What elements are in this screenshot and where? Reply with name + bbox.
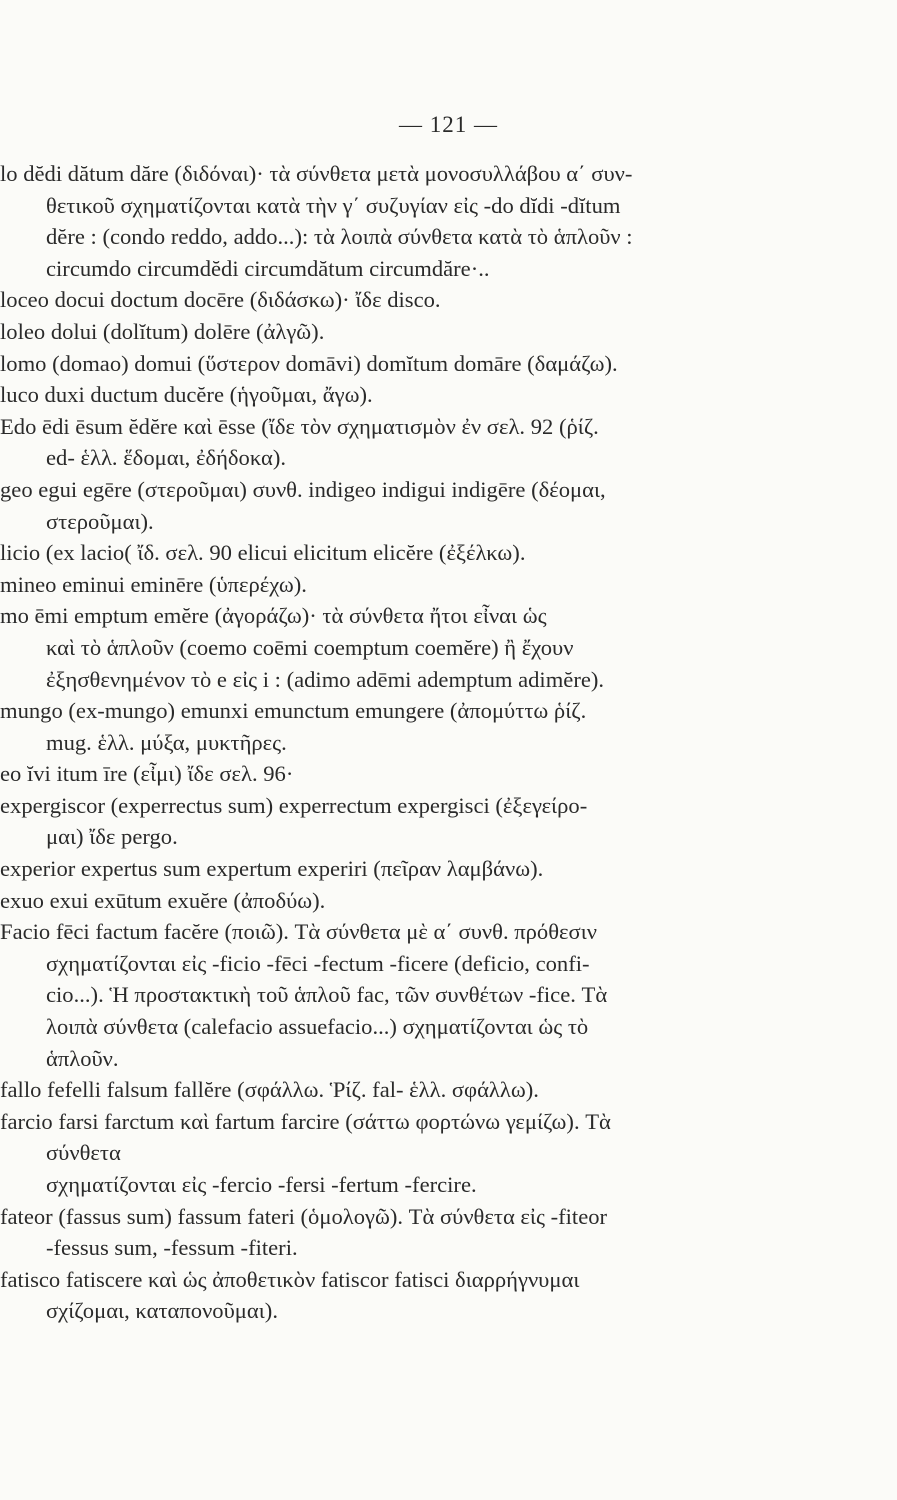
dictionary-entries xyxy=(0,158,890,1327)
entry-line: luco duxi ductum ducĕre (ἡγοῦμαι, ἄγω). xyxy=(0,382,373,408)
entry-continuation-line: circumdo circumdĕdi circumdătum circumdăre·.. xyxy=(46,255,490,281)
entry-line: mineo eminui eminēre (ὑπερέχω). xyxy=(0,571,307,597)
entry-continuation-line: ἐξησθενημένον τὸ e εἰς i : (adimo adēmi ademptum adimĕre). xyxy=(46,666,605,692)
entry-line: expergiscor (experrectus sum) experrectum expergisci (ἐξεγείρο- xyxy=(0,792,588,818)
entry-continuation-line: καὶ τὸ ἁπλοῦν (coemo coēmi coemptum coemĕre) ἢ ἔχουν xyxy=(46,634,574,660)
entry-line: eo ĭvi itum īre (εἶμι) ἴδε σελ. 96· xyxy=(0,761,294,787)
page-number: — 121 — xyxy=(399,112,498,137)
entry-line: lomo (domao) domui (ὕστερον domāvi) domĭtum domāre (δαμάζω). xyxy=(0,350,618,376)
entry-continuation-line: ἁπλοῦν. xyxy=(46,1045,119,1071)
entry-line: loceo docui doctum docēre (διδάσκω)· ἴδε disco. xyxy=(0,287,441,313)
entry-continuation-line: -fessus sum, -fessum -fiteri. xyxy=(46,1235,298,1261)
entry-continuation-line: θετικοῦ σχηματίζονται κατὰ τὴν γ΄ συζυγίαν εἰς -do dĭdi -dĭtum xyxy=(46,192,621,218)
entry-line: geo egui egēre (στεροῦμαι) συνθ. indigeo indigui indigēre (δέομαι, xyxy=(0,476,606,502)
entry-line: experior expertus sum expertum experiri (πεῖραν λαμβάνω). xyxy=(0,856,544,882)
entry-line: fallo fefelli falsum fallĕre (σφάλλω. Ῥίζ. fal- ἑλλ. σφάλλω). xyxy=(0,1077,539,1103)
entry-continuation-line: σύνθετα xyxy=(46,1140,121,1166)
entry-continuation-line: μαι) ἴδε pergo. xyxy=(46,824,178,850)
entry-line: exuo exui exūtum exuĕre (ἀποδύω). xyxy=(0,887,326,913)
entry-continuation-line: cio...). Ἡ προστακτικὴ τοῦ ἁπλοῦ fac, τῶν συνθέτων -fice. Τὰ xyxy=(46,982,608,1008)
entry-continuation-line: σχηματίζονται εἰς -ficio -fēci -fectum -ficere (deficio, confi- xyxy=(46,950,590,976)
entry-line: lo dĕdi dătum dăre (διδόναι)· τὰ σύνθετα μετὰ μονοσυλλάβου α΄ συν- xyxy=(0,161,633,186)
entry-continuation-line: ed- ἑλλ. ἕδομαι, ἐδήδοκα). xyxy=(46,445,287,471)
entry-line: fateor (fassus sum) fassum fateri (ὁμολογῶ). Τὰ σύνθετα εἰς -fiteor xyxy=(0,1203,608,1229)
entry-continuation-line: στεροῦμαι). xyxy=(46,508,154,534)
entry-continuation-line: σχηματίζονται εἰς -fercio -fersi -fertum -fercire. xyxy=(46,1172,477,1197)
entry-continuation-line: mug. ἑλλ. μύξα, μυκτῆρες. xyxy=(46,729,287,755)
entry-line: fatisco fatiscere καὶ ὡς ἀποθετικὸν fatiscor fatisci διαρρήγνυμαι xyxy=(0,1266,580,1292)
entry-line: Edo ēdi ēsum ĕdĕre καὶ ēsse (ἴδε τὸν σχηματισμὸν ἐν σελ. 92 (ῥίζ. xyxy=(0,413,599,439)
entry-line: mo ēmi emptum emĕre (ἀγοράζω)· τὰ σύνθετα ἤτοι εἶναι ὡς xyxy=(0,603,547,629)
entry-continuation-line: σχίζομαι, καταπονοῦμαι). xyxy=(46,1298,278,1324)
entry-continuation-line: λοιπὰ σύνθετα (calefacio assuefacio...) σχηματίζονται ὡς τὸ xyxy=(46,1014,589,1040)
entry-continuation-line: dĕre : (condo reddo, addo...): τὰ λοιπὰ σύνθετα κατὰ τὸ ἁπλοῦν : xyxy=(46,224,633,250)
entry-line: loleo dolui (dolĭtum) dolēre (ἀλγῶ). xyxy=(0,318,325,344)
entry-line: mungo (ex-mungo) emunxi emunctum emungere (ἀπομύττω ῥίζ. xyxy=(0,698,587,724)
entry-line: licio (ex lacio( ἴδ. σελ. 90 elicui elicitum elicĕre (ἐξέλκω). xyxy=(0,540,526,566)
entry-line: Facio fēci factum facĕre (ποιῶ). Τὰ σύνθετα μὲ α΄ συνθ. πρόθεσιν xyxy=(0,919,598,945)
entry-line: farcio farsi farctum καὶ fartum farcire (σάττω φορτώνω γεμίζω). Τὰ xyxy=(0,1108,611,1134)
